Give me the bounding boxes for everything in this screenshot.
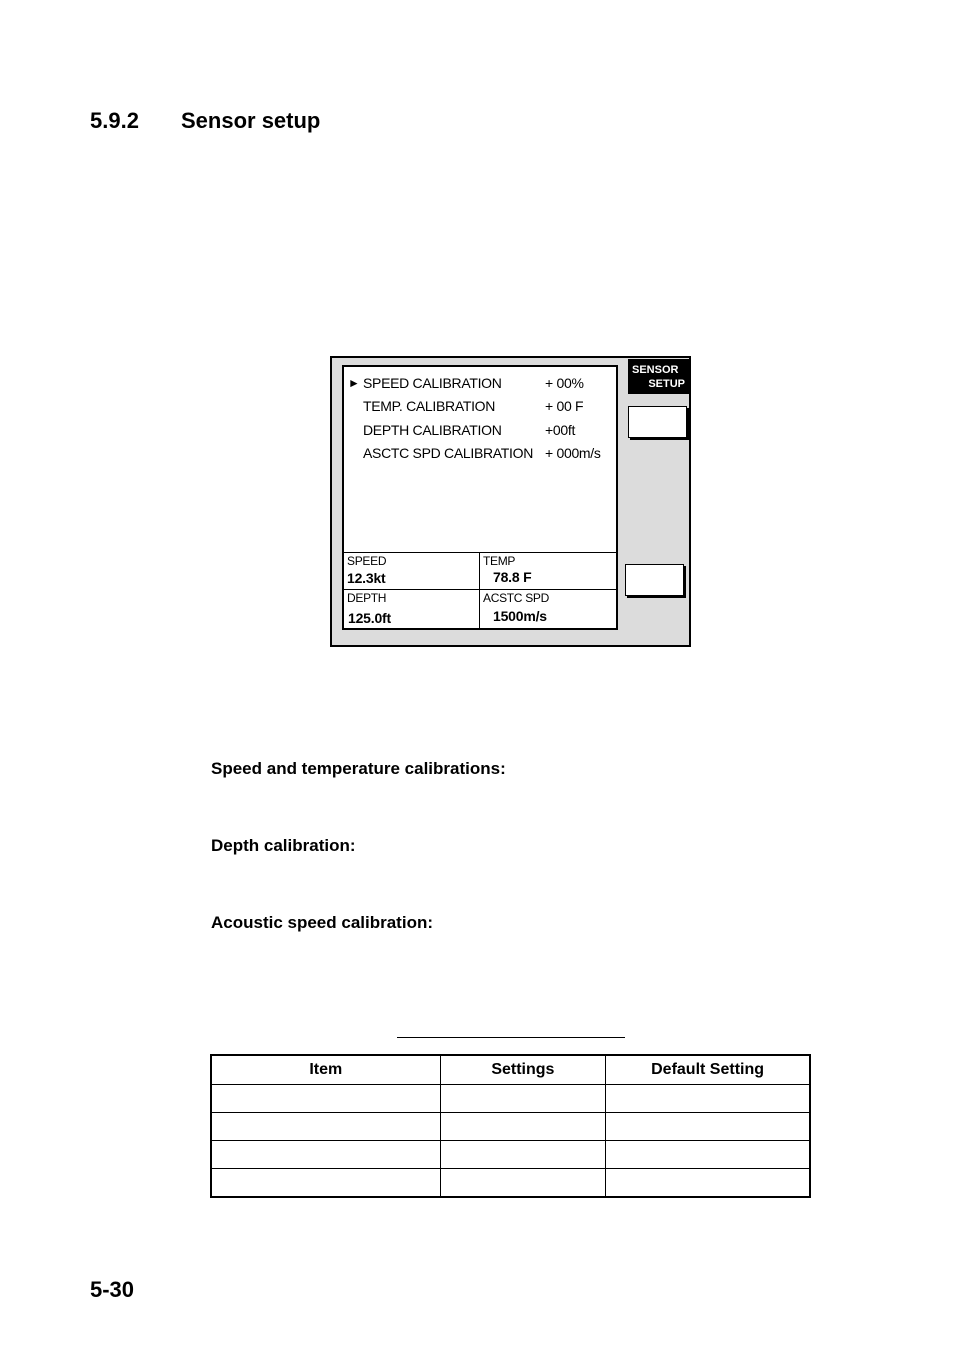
speed-caption: SPEED <box>347 554 387 568</box>
sensor-setup-screen <box>330 356 691 647</box>
table-cell <box>606 1141 810 1169</box>
acstc-spd-caption: ACSTC SPD <box>483 591 549 605</box>
table-cell <box>440 1169 606 1198</box>
acstc-spd-value: 1500m/s <box>493 608 547 624</box>
table-cell <box>211 1141 440 1169</box>
table-row <box>211 1141 810 1169</box>
menu-item-label: ASCTC SPD CALIBRATION <box>363 445 534 461</box>
menu-item-label: DEPTH CALIBRATION <box>363 422 502 438</box>
table-header-row <box>211 1055 810 1085</box>
softkey-title-line1: SENSOR <box>632 364 679 376</box>
speed-value: 12.3kt <box>347 570 386 586</box>
speed-readout <box>344 553 480 590</box>
column-header-item: Item <box>211 1055 440 1085</box>
section-title: Sensor setup <box>181 108 321 133</box>
sensor-readouts <box>344 552 616 629</box>
menu-item-value: +00ft <box>545 422 576 438</box>
subheading-acoustic: Acoustic speed calibration: <box>211 913 433 932</box>
subheading-depth: Depth calibration: <box>211 836 356 855</box>
menu-panel <box>342 365 618 630</box>
softkey-lower[interactable] <box>625 564 684 596</box>
depth-value: 125.0ft <box>348 610 391 626</box>
table-cell <box>606 1113 810 1141</box>
table-cell <box>440 1141 606 1169</box>
table-row <box>211 1085 810 1113</box>
table-cell <box>440 1113 606 1141</box>
softkey-upper[interactable] <box>628 406 687 438</box>
cursor-arrow-icon: ► <box>348 376 360 390</box>
table-cell <box>211 1169 440 1198</box>
table-cell <box>606 1085 810 1113</box>
softkey-title-line2: SETUP <box>648 378 685 390</box>
depth-caption: DEPTH <box>347 591 387 605</box>
column-header-default: Default Setting <box>606 1055 810 1085</box>
column-header-settings: Settings <box>440 1055 606 1085</box>
menu-item-label: TEMP. CALIBRATION <box>363 398 496 414</box>
settings-table <box>210 1054 811 1198</box>
table-cell <box>606 1169 810 1198</box>
depth-readout <box>344 590 480 629</box>
table-cell <box>440 1085 606 1113</box>
table-row <box>211 1113 810 1141</box>
acstc-spd-readout <box>480 590 616 629</box>
menu-item-value: + 00% <box>545 375 584 391</box>
table-caption-rule <box>397 1037 625 1038</box>
menu-item-label: SPEED CALIBRATION <box>363 375 502 391</box>
section-number: 5.9.2 <box>90 108 139 133</box>
temp-caption: TEMP <box>483 554 516 568</box>
table-cell <box>211 1085 440 1113</box>
table-row <box>211 1169 810 1198</box>
page-number: 5-30 <box>90 1277 135 1302</box>
temp-value: 78.8 F <box>493 569 532 585</box>
subheading-speed-temp: Speed and temperature calibrations: <box>211 759 506 778</box>
menu-item-value: + 000m/s <box>545 445 601 461</box>
menu-item-value: + 00 F <box>545 398 584 414</box>
table-cell <box>211 1113 440 1141</box>
softkey-title-sensor-setup <box>628 359 689 394</box>
temp-readout <box>480 553 616 590</box>
